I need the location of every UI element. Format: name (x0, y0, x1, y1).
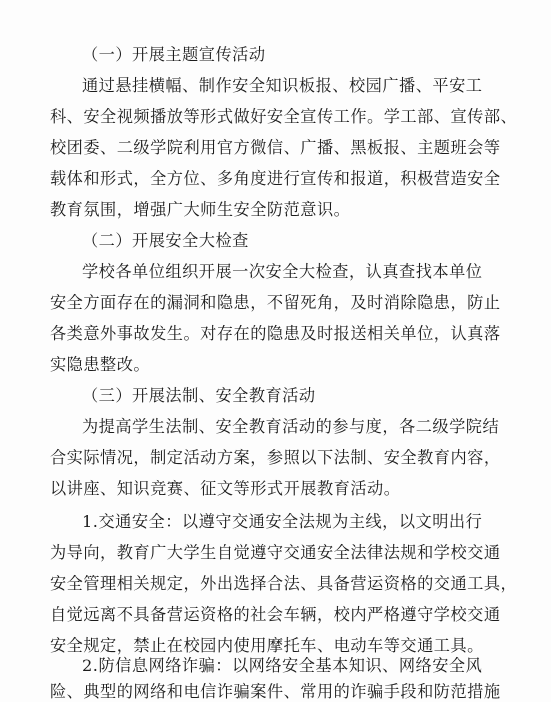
paragraph-line: 合实际情况，制定活动方案，参照以下法制、安全教育内容， (50, 448, 501, 467)
paragraph-line: 学校各单位组织开展一次安全大检查，认真查找本单位 (82, 262, 483, 281)
section-heading-3: （三）开展法制、安全教育活动 (82, 386, 316, 405)
paragraph-line: 教育氛围，增强广大师生安全防范意识。 (50, 200, 351, 219)
paragraph-line: 载体和形式，全方位、多角度进行宣传和报道，积极营造安全 (50, 169, 501, 188)
paragraph-line: 各类意外事故发生。对存在的隐患及时报送相关单位，认真落 (50, 324, 501, 343)
paragraph-line: 安全方面存在的漏洞和隐患，不留死角，及时消除隐患，防止 (50, 293, 501, 312)
paragraph-line: 2.防信息网络诈骗：以网络安全基本知识、网络安全风 (82, 656, 483, 675)
paragraph-line: 险、典型的网络和电信诈骗案件、常用的诈骗手段和防范措施 (50, 682, 501, 701)
paragraph-line: 自觉远离不具备营运资格的社会车辆，校内严格遵守学校交通 (50, 605, 501, 624)
paragraph-line: 科、安全视频播放等形式做好安全宣传工作。学工部、宣传部、 (50, 107, 518, 126)
section-heading-1: （一）开展主题宣传活动 (82, 45, 266, 64)
paragraph-line: 为导向，教育广大学生自觉遵守交通安全法律法规和学校交通 (50, 543, 501, 562)
paragraph-line: 校团委、二级学院利用官方微信、广播、黑板报、主题班会等 (50, 138, 501, 157)
paragraph-line: 安全规定，禁止在校园内使用摩托车、电动车等交通工具。 (50, 636, 484, 655)
paragraph-line: 1.交通安全：以遵守交通安全法规为主线，以文明出行 (82, 512, 483, 531)
section-heading-2: （二）开展安全大检查 (82, 231, 249, 250)
paragraph-line: 安全管理相关规定，外出选择合法、具备营运资格的交通工具， (50, 574, 518, 593)
paragraph-line: 为提高学生法制、安全教育活动的参与度，各二级学院结 (82, 417, 500, 436)
paragraph-line: 通过悬挂横幅、制作安全知识板报、校园广播、平安工 (82, 76, 483, 95)
paragraph-line: 实隐患整改。 (50, 355, 151, 374)
paragraph-line: 以讲座、知识竞赛、征文等形式开展教育活动。 (50, 479, 401, 498)
